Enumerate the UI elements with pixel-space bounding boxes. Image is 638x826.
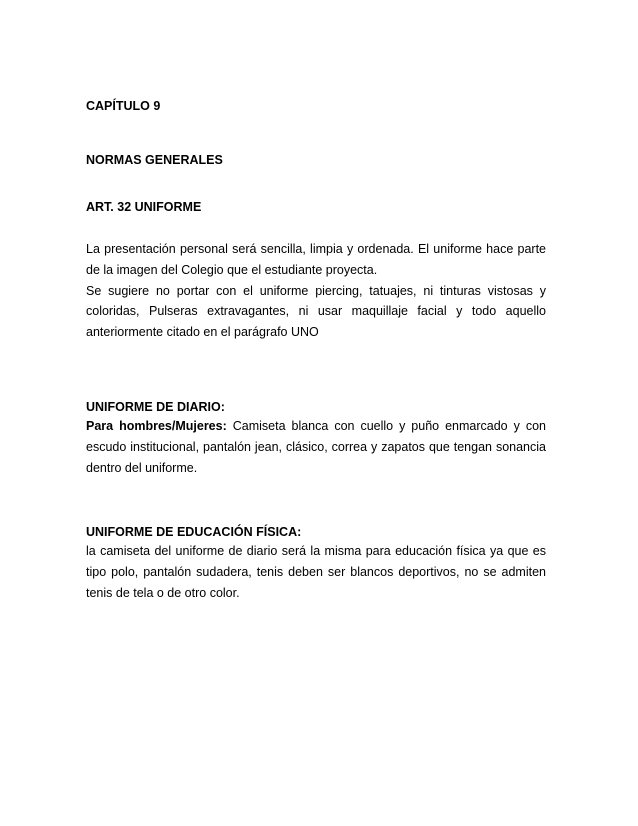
pe-uniform-paragraph: la camiseta del uniforme de diario será la misma para educación física ya que es tipo polo, pantalón sudadera, tenis deben ser blancos deportivos, no se admiten tenis de tela o de otro color. — [86, 544, 546, 600]
pe-uniform-heading: UNIFORME DE EDUCACIÓN FÍSICA: — [86, 525, 302, 539]
daily-uniform-section — [86, 416, 546, 478]
daily-uniform-paragraph — [86, 416, 546, 478]
daily-uniform-lead: Para hombres/Mujeres: — [86, 419, 227, 433]
daily-uniform-heading: UNIFORME DE DIARIO: — [86, 400, 225, 414]
intro-section — [86, 239, 546, 343]
pe-uniform-section — [86, 541, 546, 603]
section-heading: NORMAS GENERALES — [86, 153, 223, 167]
intro-paragraph-1: La presentación personal será sencilla, limpia y ordenada. El uniforme hace parte de la imagen del Colegio que el estudiante proyecta. — [86, 242, 546, 277]
article-heading: ART. 32 UNIFORME — [86, 200, 202, 214]
document-page — [86, 0, 546, 826]
intro-paragraph-2: Se sugiere no portar con el uniforme piercing, tatuajes, ni tinturas vistosas y coloridas, Pulseras extravagantes, ni usar maquillaje facial y todo aquello anteriormente citado en el parágrafo UNO — [86, 283, 546, 340]
chapter-heading: CAPÍTULO 9 — [86, 99, 161, 113]
daily-uniform-text: Camiseta blanca con cuello y puño enmarcado y con escudo institucional, pantalón jean, clásico, correa y zapatos que tengan sonancia dentro del uniforme. — [86, 419, 546, 475]
